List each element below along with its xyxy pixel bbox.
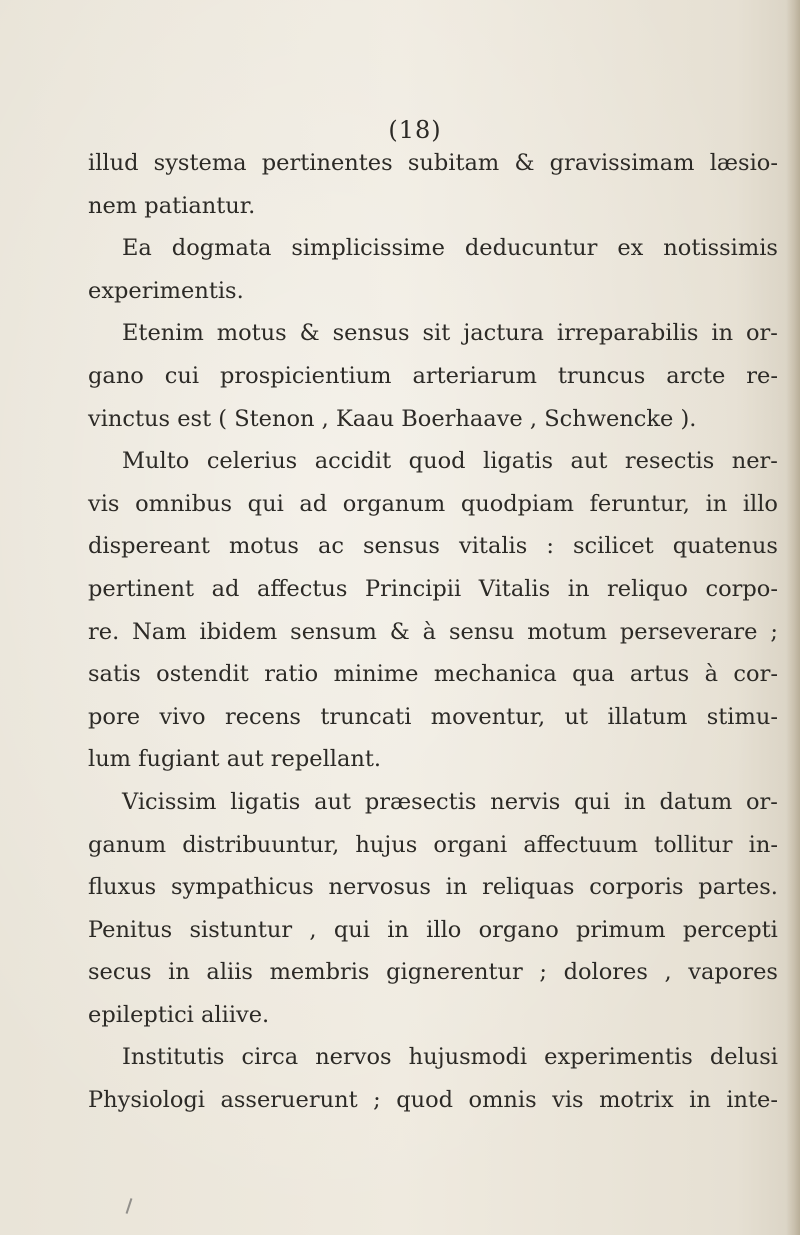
word: Vitalis [478,575,551,602]
text-line [88,866,778,909]
word: pore [88,703,141,730]
word: primum [576,916,666,943]
word: illud [88,150,139,176]
word: motus [216,320,287,347]
word: membris [269,959,370,986]
word: organum [342,490,446,517]
word: ratio [264,661,319,688]
text-line [88,1036,778,1079]
word: in [445,874,468,901]
word: & [299,320,320,347]
text-line [88,355,778,398]
word: vis [552,1087,584,1114]
word: omnis [468,1087,537,1114]
word: gano [88,362,144,389]
word: à [704,661,718,688]
word: ligatis [483,448,553,475]
text-line [88,227,778,270]
word: & [389,618,410,645]
word: sensu [448,618,515,645]
word: ligatis [230,788,301,815]
word: systema [153,150,247,176]
word: reliquo [607,575,688,602]
word: , [309,916,317,943]
word: motus [228,533,299,560]
word: subitam [407,150,500,176]
word: corporis [589,874,684,901]
text-line: epileptici aliive. [88,1001,270,1028]
word: quodpiam [460,490,575,517]
word: arteriarum [412,362,537,389]
word: resectis [624,448,715,475]
word: experimentis [544,1044,693,1071]
word: dogmata [171,235,272,262]
word: ; [373,1087,381,1114]
word: ner- [731,448,778,475]
text-line [88,696,778,739]
word: Ea [122,235,152,262]
word: in [705,490,728,517]
word: affectuum [523,831,638,858]
word: affectus [257,575,348,602]
word: vitalis [459,533,528,560]
word: dispereant [88,533,210,560]
word: ; [770,618,778,645]
word: pertinent [88,575,195,602]
ink-mark [126,1198,133,1214]
word: notissimis [663,235,778,262]
text-line [88,653,778,696]
word: vis [88,490,120,517]
word: aut [314,788,352,815]
word: in [168,959,190,986]
word: dolores [563,959,648,986]
word: qui [574,788,611,815]
word: illo [426,916,462,943]
word: sistuntur [189,916,293,943]
text-line [88,568,778,611]
word: quod [396,1087,454,1114]
word: ostendit [156,661,249,688]
word: in [387,916,409,943]
word: illatum [607,703,688,730]
word: accidit [314,448,392,475]
word: sensum [290,618,377,645]
word: ut [564,703,589,730]
text-line [88,1079,778,1122]
text-line [88,142,778,185]
word: corpo- [705,575,778,602]
text-line: experimentis. [88,277,244,304]
word: secus [88,959,152,986]
word: nervos [315,1044,392,1071]
word: deducuntur [464,235,598,262]
word: sit [422,320,451,347]
word: Nam [132,618,187,645]
word: Physiologi [88,1087,205,1114]
word: celerius [206,448,298,475]
word: ibidem [199,618,278,645]
word: cor- [733,661,778,688]
word: quatenus [672,533,778,560]
word: illo [742,490,778,517]
text-line [88,781,778,824]
word: Institutis [122,1044,225,1071]
text-line: lum fugiant aut repellant. [88,746,382,773]
text-line: vinctus est ( Stenon , Kaau Boerhaave , Schwencke ). [88,405,697,432]
word: à [422,618,437,645]
word: Principii [364,575,462,602]
word: in [689,1087,711,1114]
text-line [88,483,778,526]
word: aut [570,448,608,475]
text-line [88,951,778,994]
word: stimu- [706,703,778,730]
word: qui [247,490,284,517]
word: prospicientium [220,362,392,389]
word: arcte [666,362,726,389]
word: feruntur, [589,490,690,517]
word: nervis [490,788,561,815]
page-edge-shadow [786,0,800,1235]
word: datum [659,788,733,815]
word: ganum [88,831,167,858]
word: , [664,959,672,986]
word: cui [164,362,200,389]
word: ad [299,490,328,517]
word: jactura [463,320,544,347]
word: reliquas [482,874,575,901]
word: truncus [557,362,646,389]
word: re- [746,362,778,389]
word: Etenim [122,320,204,347]
word: motrix [599,1087,674,1114]
word: sympathicus [170,874,314,901]
word: scilicet [573,533,654,560]
word: sensus [332,320,410,347]
word: aliis [206,959,253,986]
word: perseverare [619,618,758,645]
word: organi [433,831,508,858]
text-line [88,611,778,654]
word: omnibus [135,490,233,517]
word: irreparabilis [556,320,699,347]
text-line [88,525,778,568]
text-line [88,824,778,867]
word: vivo [159,703,206,730]
word: hujusmodi [408,1044,528,1071]
word: ad [211,575,240,602]
word: in [624,788,646,815]
word: delusi [709,1044,778,1071]
word: Penitus [88,916,173,943]
word: distribuuntur, [182,831,340,858]
word: ; [539,959,547,986]
text-line [88,312,778,355]
word: truncati [320,703,412,730]
word: partes. [698,874,778,901]
body-text [88,142,778,1122]
word: & [514,150,535,176]
word: læsio- [709,150,778,176]
word: quod [408,448,466,475]
word: asseruerunt [220,1087,358,1114]
page-number: (18) [388,116,442,144]
word: nervosus [328,874,431,901]
word: vapores [688,959,778,986]
word: fluxus [88,874,157,901]
word: or- [746,320,778,347]
word: ac [317,533,344,560]
word: in- [748,831,778,858]
word: qua [572,661,615,688]
word: inte- [726,1087,778,1114]
word: artus [629,661,690,688]
word: in [711,320,734,347]
word: organo [478,916,559,943]
word: gravissimam [549,150,695,176]
word: pertinentes [261,150,393,176]
word: in [567,575,590,602]
word: re. [88,618,120,645]
word: percepti [682,916,778,943]
text-line [88,440,778,483]
word: or- [746,788,778,815]
word: recens [224,703,301,730]
text-line: nem patiantur. [88,192,256,219]
word: sensus [363,533,440,560]
word: minime [333,661,419,688]
word: gignerentur [386,959,523,986]
word: hujus [355,831,418,858]
word: circa [241,1044,299,1071]
word: simplicissime [291,235,445,262]
word: ex [617,235,644,262]
word: mechanica [433,661,557,688]
word: motum [527,618,607,645]
word: : [546,533,554,560]
word: qui [333,916,370,943]
word: tollitur [654,831,733,858]
word: præsectis [364,788,477,815]
word: moventur, [430,703,546,730]
word: satis [88,661,141,688]
word: Vicissim [122,788,217,815]
word: Multo [122,448,190,475]
text-line [88,909,778,952]
